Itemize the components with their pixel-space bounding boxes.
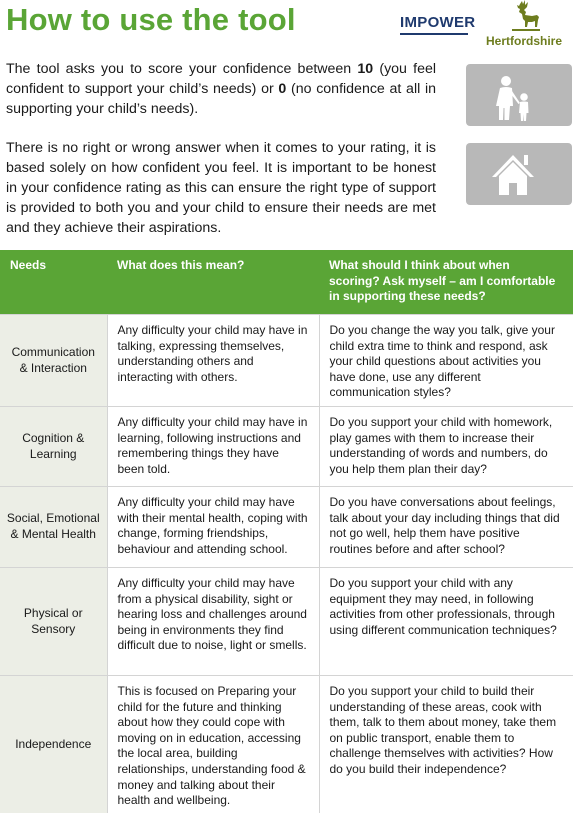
table-row: [0, 487, 573, 568]
meaning-cell: This is focused on Preparing your child for the future and thinking about how they could cope with moving on in education, accessing the local area, building relationships, understanding food & money and talking about their health and wellbeing.: [107, 676, 319, 813]
think-cell: Do you support your child with homework, play games with them to increase their understanding of words and numbers, do you help them plan their day?: [319, 407, 573, 487]
think-cell: Do you support your child to build their understanding of these areas, cook with them, talk to them about money, take them on public transport, enable them to challenge themselves with activities? How do you build their independence?: [319, 676, 573, 813]
need-cell: Social, Emotional & Mental Health: [0, 487, 107, 568]
column-header-needs: Needs: [0, 250, 107, 315]
score-min: 0: [278, 81, 287, 97]
need-cell: Physical or Sensory: [0, 568, 107, 676]
think-cell: Do you have conversations about feelings, talk about your day including things that did not go well, help them have positive routines before and after school?: [319, 487, 573, 568]
impower-logo: IMPOWER: [400, 14, 476, 31]
impower-logo-underline: [400, 33, 468, 35]
table-row: [0, 407, 573, 487]
think-cell: Do you change the way you talk, give your child extra time to think and respond, ask your child questions about activities you have done, use any different communication styles?: [319, 315, 573, 407]
table-row: [0, 676, 573, 813]
think-cell: Do you support your child with any equipment they may need, in following activities from other professionals, through using different communication techniques?: [319, 568, 573, 676]
hart-stag-icon: [506, 0, 546, 34]
table-header-row: [0, 250, 573, 315]
column-header-meaning: What does this mean?: [107, 250, 319, 315]
need-cell: Communication & Interaction: [0, 315, 107, 407]
intro-text: (no confidence at all in supporting your child’s needs).: [6, 81, 436, 117]
meaning-cell: Any difficulty your child may have with their mental health, coping with change, forming friendships, behaviour and attending school.: [107, 487, 319, 568]
table-row: [0, 315, 573, 407]
parent-child-icon: [466, 64, 572, 126]
meaning-cell: Any difficulty your child may have in learning, following instructions and remembering things they have been told.: [107, 407, 319, 487]
column-header-think: What should I think about when scoring? Ask myself – am I comfortable in supporting these needs?: [319, 250, 573, 315]
meaning-cell: Any difficulty your child may have from a physical disability, sight or hearing loss and challenges around being in environments they find difficult due to noise, light or smells.: [107, 568, 319, 676]
table-row: [0, 568, 573, 676]
meaning-cell: Any difficulty your child may have in talking, expressing themselves, understanding others and interacting with others.: [107, 315, 319, 407]
page-title: How to use the tool: [6, 2, 296, 37]
intro-paragraph-honesty: There is no right or wrong answer when it comes to your rating, it is based solely on how confident you feel. It is important to be honest in your confidence rating as this can ensure the right type of support is provided to both you and your child to ensure their needs are met and they achieve their aspirations.: [6, 140, 436, 236]
needs-table: [0, 250, 573, 813]
need-cell: Cognition & Learning: [0, 407, 107, 487]
house-icon: [466, 143, 572, 205]
intro-text: The tool asks you to score your confidence between: [6, 61, 358, 77]
hertfordshire-logo: [480, 0, 572, 50]
intro-paragraph-scoring: [6, 59, 436, 119]
hertfordshire-wordmark: Hertfordshire: [486, 34, 563, 48]
parent-child-icon-tile: [466, 64, 572, 126]
intro-text: (you feel confident to support your child’s needs) or: [6, 61, 437, 97]
need-cell: Independence: [0, 676, 107, 813]
house-icon-tile: [466, 143, 572, 205]
score-max: 10: [357, 61, 374, 77]
